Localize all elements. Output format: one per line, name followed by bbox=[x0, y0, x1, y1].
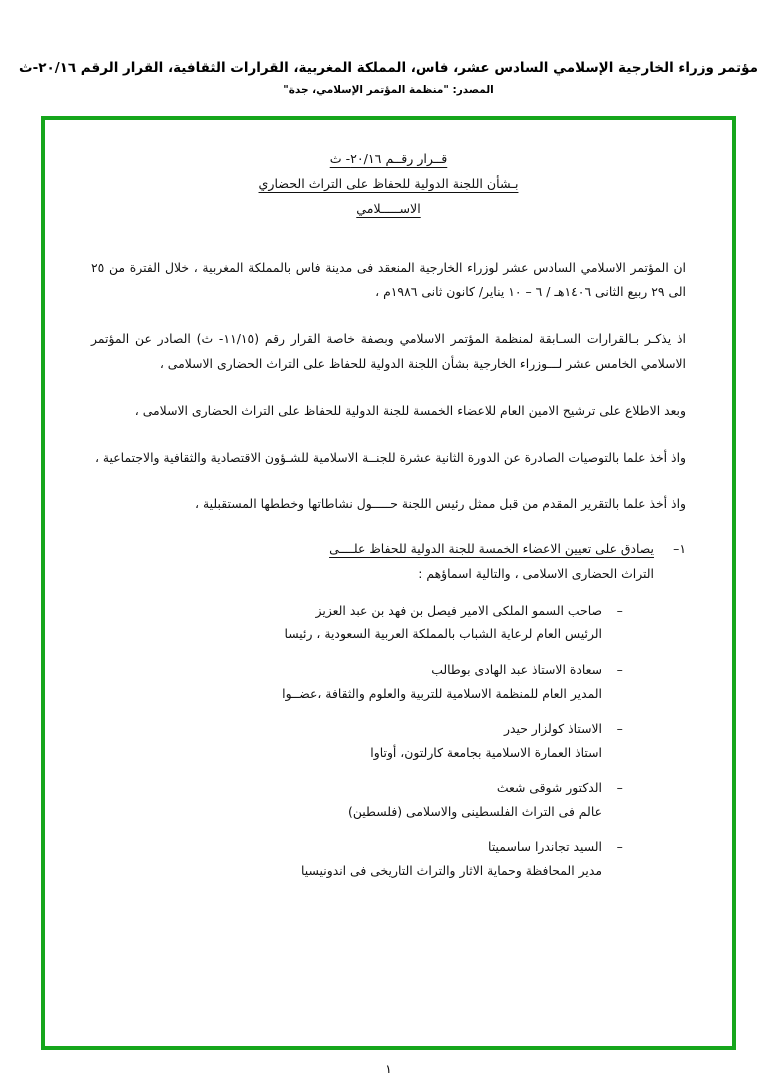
resolution-subject-line-1: بـشأن اللجنة الدولية للحفاظ على التراث الحضاري bbox=[258, 176, 519, 192]
resolution-number: قــرار رقــم ٢٠/١٦- ث bbox=[329, 151, 448, 166]
member-role: الرئيس العام لرعاية الشباب بالمملكة العربية السعودية ، رئيسا bbox=[284, 626, 602, 642]
preamble-paragraph-1: ان المؤتمر الاسلامي السادس عشر لوزراء الخارجية المنعقد فى مدينة فاس بالمملكة المغربية ، خلال الفترة من ٢٥ الى ٢٩ ربيع الثانى ١٤٠٦هـ / ٦ – ١٠ يناير/ كانون ثانى ١٩٨٦م ، bbox=[91, 259, 686, 300]
resolution-title-block bbox=[91, 146, 686, 222]
member-entry bbox=[91, 599, 602, 646]
resolution-subject-line-2: الاســـــلامي bbox=[356, 201, 421, 217]
clause-1 bbox=[91, 537, 686, 587]
member-name: الدكتور شوقى شعث bbox=[496, 780, 602, 796]
member-name: السيد تجاندرا ساسميتا bbox=[488, 839, 602, 855]
member-role: استاذ العمارة الاسلامية بجامعة كارلتون، أوتاوا bbox=[370, 744, 602, 760]
member-dash-icon: – bbox=[616, 780, 624, 796]
clause-1-line-1: يصادق على تعيين الاعضاء الخمسة للجنة الدولية للحفاظ علــــى bbox=[329, 541, 654, 557]
member-entry bbox=[91, 776, 602, 823]
member-role: المدير العام للمنظمة الاسلامية للتربية والعلوم والثقافة ،عضــوا bbox=[282, 685, 602, 701]
preamble-paragraph-5: واذ أخذ علما بالتقرير المقدم من قبل ممثل رئيس اللجنة حـــــول نشاطاتها وخططها المستقبلية ، bbox=[195, 496, 686, 512]
clause-1-number: ١– bbox=[673, 541, 686, 557]
document-body bbox=[49, 124, 728, 1042]
page-number: ١ bbox=[385, 1062, 392, 1076]
member-dash-icon: – bbox=[616, 721, 624, 737]
member-dash-icon: – bbox=[616, 839, 624, 855]
header-title: مؤتمر وزراء الخارجية الإسلامي السادس عشر، فاس، المملكة المغربية، القرارات الثقافية، القرار الرقم ٢٠/١٦-ث bbox=[19, 60, 758, 76]
member-role: عالم فى التراث الفلسطينى والاسلامى (فلسطين) bbox=[348, 803, 602, 819]
member-role: مدير المحافظة وحماية الاثار والتراث التاريخى فى اندونيسيا bbox=[300, 862, 602, 878]
clause-1-line-2: التراث الحضارى الاسلامى ، والتالية اسماؤهم : bbox=[418, 566, 654, 582]
list-item bbox=[91, 658, 686, 705]
document-header bbox=[0, 58, 777, 96]
preamble-paragraph-2: اذ يذكـر بـالقرارات السـابقة لمنظمة المؤتمر الاسلامي وبصفة خاصة القرار رقم (١١/١٥- ث) الصادر عن المؤتمر الاسلامي الخامس عشر لـــوزراء الخارجية بشأن اللجنة الدولية للحفاظ على التراث الحضارى الاسلامى ، bbox=[91, 331, 686, 371]
preamble-paragraph-3: وبعد الاطلاع على ترشيح الامين العام للاعضاء الخمسة للجنة الدولية للحفاظ على التراث الحضارى الاسلامى ، bbox=[134, 402, 686, 418]
member-name: سعادة الاستاذ عبد الهادى بوطالب bbox=[431, 662, 602, 677]
list-item bbox=[91, 717, 686, 764]
list-item bbox=[91, 835, 686, 882]
member-name: الاستاذ كولزار حيدر bbox=[503, 721, 602, 737]
member-name: صاحب السمو الملكى الامير فيصل بن فهد بن عبد العزيز bbox=[315, 602, 602, 618]
member-entry bbox=[91, 835, 602, 882]
member-entry bbox=[91, 658, 602, 705]
list-item bbox=[91, 599, 686, 646]
preamble-paragraph-4: واذ أخذ علما بالتوصيات الصادرة عن الدورة الثانية عشرة للجنــة الاسلامية للشـؤون الاقتصادية والثقافية والاجتماعية ، bbox=[94, 449, 686, 465]
clause-1-body bbox=[91, 537, 654, 587]
member-entry bbox=[91, 717, 602, 764]
member-dash-icon: – bbox=[616, 602, 624, 618]
member-dash-icon: – bbox=[616, 662, 624, 677]
members-list bbox=[91, 599, 686, 883]
list-item bbox=[91, 776, 686, 823]
header-source: المصدر: "منظمة المؤتمر الإسلامي، جدة" bbox=[283, 84, 494, 97]
